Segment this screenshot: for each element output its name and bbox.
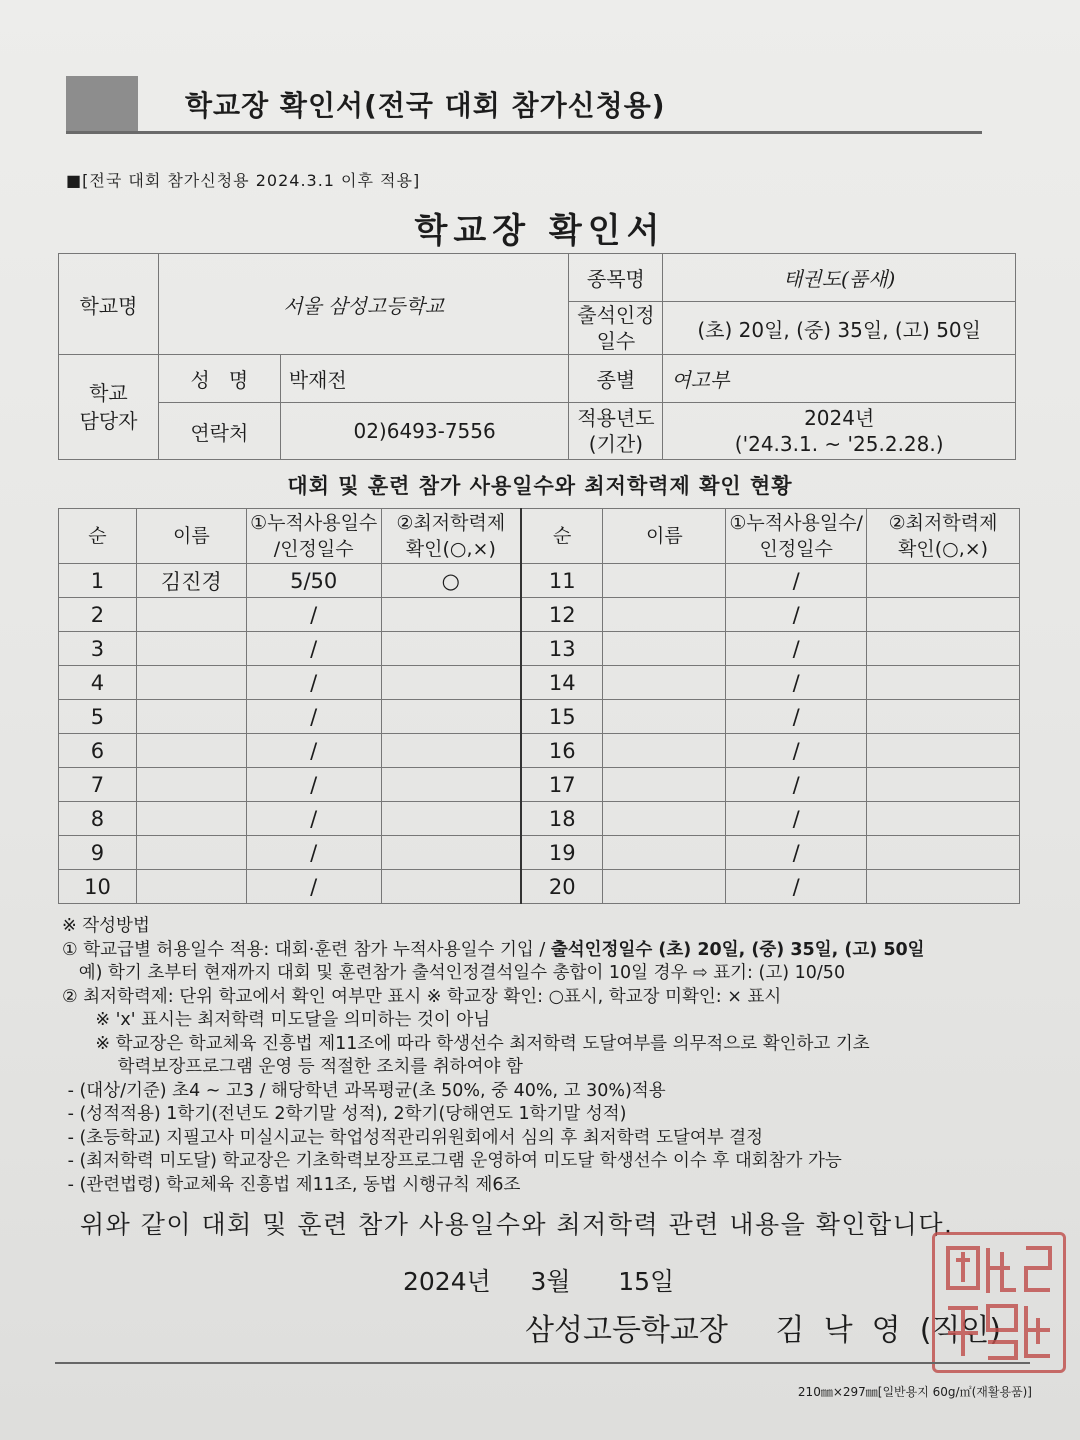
used-days: / bbox=[726, 836, 867, 870]
row-number: 9 bbox=[59, 836, 137, 870]
school-info-table bbox=[58, 253, 1016, 460]
applicability-note: ■[전국 대회 참가신청용 2024.3.1 이후 적용] bbox=[66, 171, 421, 190]
header-title: 학교장 확인서(전국 대회 참가신청용) bbox=[185, 89, 666, 122]
minimum-academic-check bbox=[381, 870, 521, 904]
row-number: 16 bbox=[521, 734, 603, 768]
student-name bbox=[136, 598, 246, 632]
attendance-days-value: (초) 20일, (중) 35일, (고) 50일 bbox=[663, 302, 1016, 355]
used-days: / bbox=[726, 768, 867, 802]
header-no: 순 bbox=[521, 509, 603, 564]
used-days: / bbox=[726, 666, 867, 700]
detail-1: - (대상/기준) 초4 ~ 고3 / 해당학년 과목평균(초 50%, 중 40%, 고 30%)적용 bbox=[62, 1080, 666, 1101]
minimum-academic-check bbox=[867, 564, 1020, 598]
row-number: 4 bbox=[59, 666, 137, 700]
category-label: 종별 bbox=[569, 355, 663, 403]
minimum-academic-check bbox=[867, 768, 1020, 802]
seal-stroke bbox=[1026, 1306, 1050, 1356]
note-2b: ※ 학교장은 학교체육 진흥법 제11조에 따라 학생선수 최저학력 도달여부를 의무적으로 확인하고 기초 bbox=[62, 1033, 870, 1054]
used-days: / bbox=[726, 700, 867, 734]
minimum-academic-check bbox=[381, 734, 521, 768]
minimum-academic-check bbox=[381, 632, 521, 666]
seal-stroke bbox=[988, 1306, 1016, 1330]
used-days: / bbox=[246, 632, 381, 666]
manager-label: 학교 담당자 bbox=[59, 355, 159, 460]
used-days: / bbox=[726, 802, 867, 836]
minimum-academic-check bbox=[381, 802, 521, 836]
period-value: 2024년 ('24.3.1. ~ '25.2.28.) bbox=[663, 403, 1016, 460]
used-days: / bbox=[726, 598, 867, 632]
used-days: / bbox=[246, 700, 381, 734]
seal-stroke bbox=[988, 1342, 1016, 1358]
status-section-title: 대회 및 훈련 참가 사용일수와 최저학력제 확인 현황 bbox=[287, 474, 793, 498]
header-rule bbox=[66, 131, 982, 134]
header-days: ①누적사용일수/ 인정일수 bbox=[726, 509, 867, 564]
header-no: 순 bbox=[59, 509, 137, 564]
note-1 bbox=[62, 939, 1037, 963]
header-gray-block bbox=[66, 76, 138, 132]
name-value: 박재전 bbox=[280, 355, 569, 403]
footer-rule bbox=[55, 1362, 1030, 1364]
minimum-academic-check bbox=[867, 632, 1020, 666]
used-days: 5/50 bbox=[246, 564, 381, 598]
minimum-academic-check bbox=[867, 598, 1020, 632]
student-name bbox=[603, 802, 726, 836]
student-name bbox=[136, 734, 246, 768]
row-number: 19 bbox=[521, 836, 603, 870]
minimum-academic-check bbox=[867, 802, 1020, 836]
school-value: 서울 삼성고등학교 bbox=[158, 254, 569, 355]
student-name bbox=[136, 836, 246, 870]
note-1-example: 예) 학기 초부터 현재까지 대회 및 훈련참가 출석인정결석일수 총합이 10일 경우 ⇨ 표기: (고) 10/50 bbox=[62, 963, 846, 983]
status-table bbox=[58, 508, 1020, 904]
student-name bbox=[136, 870, 246, 904]
school-label: 학교명 bbox=[59, 254, 159, 355]
status-row bbox=[59, 836, 1020, 870]
student-name bbox=[603, 564, 726, 598]
row-number: 10 bbox=[59, 870, 137, 904]
note-1-text: ① 학교급별 허용일수 적용: 대회·훈련 참가 누적사용일수 기입 / bbox=[62, 939, 551, 960]
row-number: 5 bbox=[59, 700, 137, 734]
row-number: 3 bbox=[59, 632, 137, 666]
minimum-academic-check bbox=[381, 598, 521, 632]
principal-signature-line: 삼성고등학교장 김 낙 영 (직인) bbox=[525, 1313, 1002, 1348]
row-number: 6 bbox=[59, 734, 137, 768]
detail-5: - (관련법령) 학교체육 진흥법 제11조, 동법 시행규칙 제6조 bbox=[62, 1174, 521, 1195]
minimum-academic-check bbox=[381, 700, 521, 734]
row-number: 20 bbox=[521, 870, 603, 904]
status-row bbox=[59, 700, 1020, 734]
used-days: / bbox=[726, 734, 867, 768]
used-days: / bbox=[246, 836, 381, 870]
student-name bbox=[603, 598, 726, 632]
status-row bbox=[59, 734, 1020, 768]
row-number: 14 bbox=[521, 666, 603, 700]
student-name bbox=[603, 632, 726, 666]
row-number: 13 bbox=[521, 632, 603, 666]
header-check: ②최저학력제 확인(○,×) bbox=[867, 509, 1020, 564]
status-row bbox=[59, 598, 1020, 632]
row-number: 11 bbox=[521, 564, 603, 598]
header-name: 이름 bbox=[603, 509, 726, 564]
used-days: / bbox=[246, 768, 381, 802]
event-label: 종목명 bbox=[569, 254, 663, 302]
minimum-academic-check bbox=[867, 666, 1020, 700]
official-seal-stamp bbox=[932, 1232, 1066, 1373]
minimum-academic-check bbox=[867, 836, 1020, 870]
attendance-days-label: 출석인정 일수 bbox=[569, 302, 663, 355]
student-name bbox=[136, 666, 246, 700]
seal-stroke bbox=[948, 1308, 978, 1356]
minimum-academic-check bbox=[867, 870, 1020, 904]
category-value: 여고부 bbox=[663, 355, 1016, 403]
seal-stroke bbox=[1002, 1252, 1016, 1290]
minimum-academic-check: ○ bbox=[381, 564, 521, 598]
used-days: / bbox=[246, 870, 381, 904]
header-check: ②최저학력제 확인(○,×) bbox=[381, 509, 521, 564]
document-title: 학교장 확인서 bbox=[414, 211, 666, 251]
student-name bbox=[603, 870, 726, 904]
used-days: / bbox=[246, 666, 381, 700]
seal-icon bbox=[938, 1238, 1060, 1367]
header-name: 이름 bbox=[136, 509, 246, 564]
writing-instructions bbox=[62, 915, 1037, 1197]
contact-value: 02)6493-7556 bbox=[280, 403, 569, 460]
student-name bbox=[603, 734, 726, 768]
detail-2: - (성적적용) 1학기(전년도 2학기말 성적), 2학기(당해연도 1학기말 성적) bbox=[62, 1104, 627, 1124]
student-name bbox=[136, 700, 246, 734]
row-number: 12 bbox=[521, 598, 603, 632]
seal-stroke bbox=[1026, 1248, 1050, 1290]
detail-3: - (초등학교) 지필고사 미실시교는 학업성적관리위원회에서 심의 후 최저학력 도달여부 결정 bbox=[62, 1127, 764, 1148]
used-days: / bbox=[726, 632, 867, 666]
row-number: 2 bbox=[59, 598, 137, 632]
used-days: / bbox=[726, 564, 867, 598]
period-label: 적용년도 (기간) bbox=[569, 403, 663, 460]
used-days: / bbox=[246, 598, 381, 632]
note-2: ② 최저학력제: 단위 학교에서 확인 여부만 표시 ※ 학교장 확인: ○표시, 학교장 미확인: × 표시 bbox=[62, 986, 782, 1007]
used-days: / bbox=[726, 870, 867, 904]
minimum-academic-check bbox=[381, 836, 521, 870]
student-name bbox=[603, 666, 726, 700]
row-number: 15 bbox=[521, 700, 603, 734]
status-row bbox=[59, 632, 1020, 666]
used-days: / bbox=[246, 802, 381, 836]
minimum-academic-check bbox=[867, 700, 1020, 734]
header-days: ①누적사용일수 /인정일수 bbox=[246, 509, 381, 564]
confirmation-statement: 위와 같이 대회 및 훈련 참가 사용일수와 최저학력 관련 내용을 확인합니다. bbox=[80, 1210, 954, 1239]
issue-date: 2024년 3월 15일 bbox=[403, 1267, 675, 1296]
note-1-emphasis: 출석인정일수 (초) 20일, (중) 35일, (고) 50일 bbox=[550, 939, 925, 960]
status-row bbox=[59, 802, 1020, 836]
row-number: 7 bbox=[59, 768, 137, 802]
minimum-academic-check bbox=[381, 666, 521, 700]
student-name bbox=[136, 632, 246, 666]
note-2c: 학력보장프로그램 운영 등 적절한 조치를 취하여야 함 bbox=[62, 1057, 523, 1077]
student-name bbox=[603, 768, 726, 802]
status-row bbox=[59, 870, 1020, 904]
student-name bbox=[603, 700, 726, 734]
minimum-academic-check bbox=[381, 768, 521, 802]
event-value: 태권도(품새) bbox=[663, 254, 1016, 302]
note-2a: ※ 'x' 표시는 최저학력 미도달을 의미하는 것이 아님 bbox=[62, 1010, 491, 1030]
student-name bbox=[136, 768, 246, 802]
name-label: 성 명 bbox=[158, 355, 280, 403]
contact-label: 연락처 bbox=[158, 403, 280, 460]
notes-heading: ※ 작성방법 bbox=[62, 916, 150, 936]
row-number: 17 bbox=[521, 768, 603, 802]
status-row bbox=[59, 666, 1020, 700]
row-number: 8 bbox=[59, 802, 137, 836]
used-days: / bbox=[246, 734, 381, 768]
minimum-academic-check bbox=[867, 734, 1020, 768]
status-row bbox=[59, 768, 1020, 802]
student-name bbox=[136, 802, 246, 836]
student-name bbox=[603, 836, 726, 870]
student-name: 김진경 bbox=[136, 564, 246, 598]
row-number: 1 bbox=[59, 564, 137, 598]
paper-spec-footer: 210㎜×297㎜[일반용지 60g/㎡(재활용품)] bbox=[797, 1385, 1032, 1399]
status-row bbox=[59, 564, 1020, 598]
detail-4: - (최저학력 미도달) 학교장은 기초학력보장프로그램 운영하여 미도달 학생선수 이수 후 대회참가 가능 bbox=[62, 1151, 842, 1171]
row-number: 18 bbox=[521, 802, 603, 836]
